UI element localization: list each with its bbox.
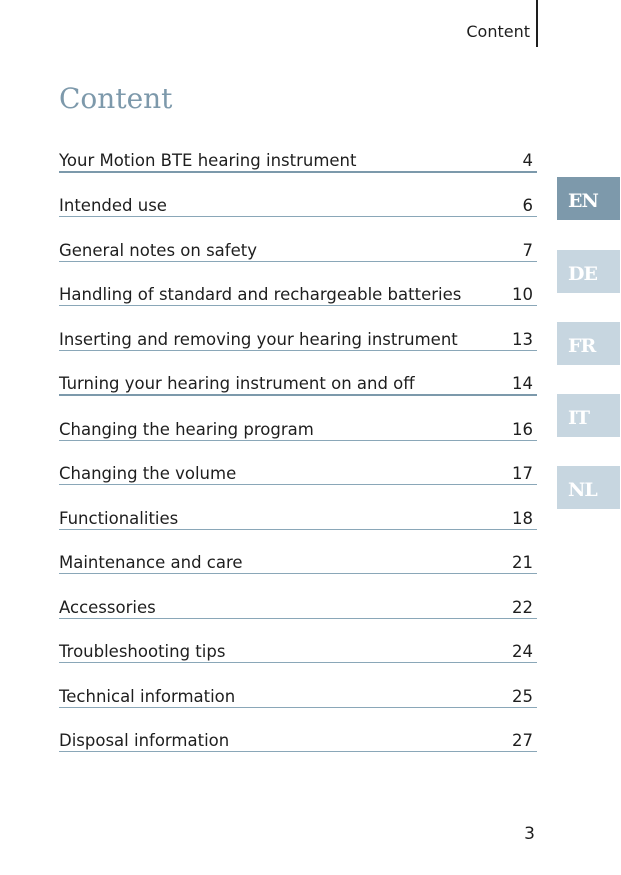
toc-entry-title: Troubleshooting tips — [59, 642, 226, 661]
running-header: Content — [466, 22, 530, 41]
table-of-contents — [59, 127, 537, 752]
toc-entry-page: 7 — [522, 240, 533, 260]
language-tab-fr[interactable]: FR — [557, 322, 620, 365]
toc-entry-title: Accessories — [59, 597, 156, 617]
toc-entry-title: Intended use — [59, 196, 167, 215]
toc-entry-page: 21 — [512, 553, 533, 572]
toc-entry-title: General notes on safety — [59, 240, 257, 260]
toc-entry-title: Inserting and removing your hearing instrument — [59, 329, 458, 349]
toc-entry-title: Turning your hearing instrument on and off — [59, 374, 415, 393]
toc-entry-page: 16 — [512, 419, 533, 439]
toc-entry-batteries[interactable] — [59, 262, 537, 307]
page-number: 3 — [524, 824, 535, 844]
language-tab-de[interactable]: DE — [557, 250, 620, 293]
toc-entry-inserting-removing[interactable] — [59, 306, 537, 351]
toc-entry-title: Handling of standard and rechargeable batteries — [59, 285, 462, 304]
toc-entry-troubleshooting[interactable] — [59, 619, 537, 664]
language-tab-nl[interactable]: NL — [557, 466, 620, 509]
toc-entry-title: Changing the volume — [59, 464, 237, 483]
toc-entry-page: 24 — [512, 642, 533, 661]
toc-entry-functionalities[interactable] — [59, 485, 537, 530]
toc-entry-page: 14 — [512, 374, 533, 393]
header-divider — [536, 0, 538, 47]
toc-entry-disposal[interactable] — [59, 708, 537, 753]
toc-entry-title: Maintenance and care — [59, 553, 243, 572]
toc-entry-technical-info[interactable] — [59, 663, 537, 708]
toc-entry-title: Technical information — [59, 686, 236, 706]
toc-entry-page: 6 — [522, 196, 533, 215]
toc-entry-safety[interactable] — [59, 217, 537, 262]
toc-entry-intended-use[interactable] — [59, 173, 537, 218]
page-title: Content — [59, 82, 173, 115]
toc-entry-page: 27 — [512, 731, 533, 750]
toc-entry-page: 13 — [512, 329, 533, 349]
toc-entry-page: 25 — [512, 686, 533, 706]
toc-entry-title: Your Motion BTE hearing instrument — [59, 150, 357, 170]
language-tab-it[interactable]: IT — [557, 394, 620, 437]
toc-entry-page: 17 — [512, 464, 533, 483]
toc-entry-page: 10 — [512, 285, 533, 304]
language-tab-en[interactable]: EN — [557, 177, 620, 220]
toc-entry-page: 4 — [522, 150, 533, 170]
toc-entry-page: 22 — [512, 597, 533, 617]
toc-entry-accessories[interactable] — [59, 574, 537, 619]
toc-entry-on-off[interactable] — [59, 351, 537, 397]
toc-entry-title: Changing the hearing program — [59, 419, 314, 439]
toc-entry-motion-bte[interactable] — [59, 127, 537, 173]
toc-entry-hearing-program[interactable] — [59, 396, 537, 441]
toc-entry-maintenance[interactable] — [59, 530, 537, 575]
toc-entry-page: 18 — [512, 508, 533, 528]
toc-entry-volume[interactable] — [59, 441, 537, 486]
toc-entry-title: Functionalities — [59, 508, 179, 528]
toc-entry-title: Disposal information — [59, 731, 230, 750]
